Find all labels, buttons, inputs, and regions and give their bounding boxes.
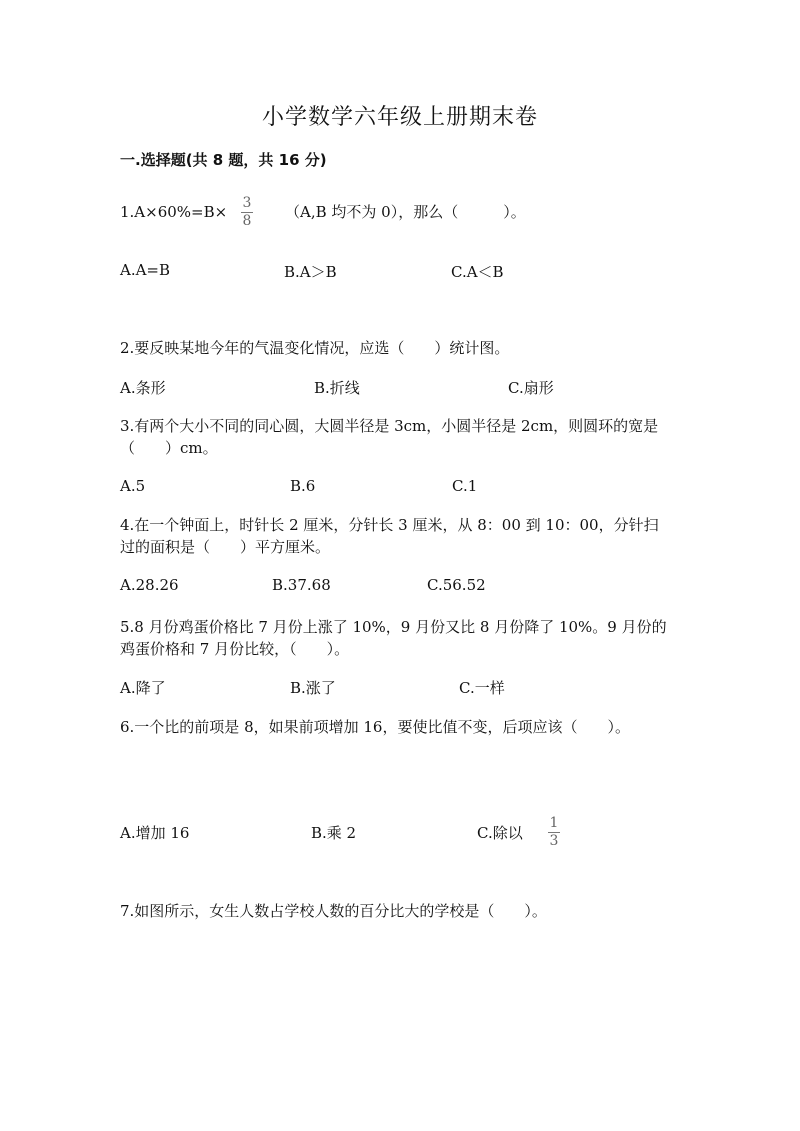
fraction-numerator: 1: [549, 815, 559, 831]
option-c: C.1: [452, 477, 478, 495]
option-c: C.56.52: [427, 576, 486, 594]
option-b: B.折线: [314, 379, 360, 397]
option-b: B.乘 2: [311, 824, 357, 842]
option-a: A.降了: [120, 679, 166, 697]
option-b: B.6: [290, 477, 316, 495]
fraction-denominator: 3: [549, 833, 559, 849]
option-c: C.一样: [459, 679, 505, 697]
option-a: A.A=B: [120, 261, 171, 279]
option-a: A.5: [120, 477, 146, 495]
section-heading: 一.选择题(共 8 题，共 16 分): [120, 151, 327, 169]
question-4-line-1: 4.在一个钟面上，时针长 2 厘米，分针长 3 厘米，从 8：00 到 10：00，分针扫: [120, 516, 659, 534]
page-title: 小学数学六年级上册期末卷: [261, 105, 538, 130]
option-a: A.条形: [120, 379, 166, 397]
option-b: B.37.68: [272, 576, 331, 594]
option-c: C.除以: [477, 824, 523, 842]
option-c: C.扇形: [508, 379, 554, 397]
question-5-line-2: 鸡蛋价格和 7 月份比较，（ ）。: [120, 640, 350, 658]
option-a: A.增加 16: [120, 824, 190, 842]
option-c-fraction: [547, 816, 561, 848]
question-7-stem: 7.如图所示，女生人数占学校人数的百分比大的学校是（ ）。: [120, 902, 547, 920]
question-1-fraction: [240, 196, 254, 228]
fraction-numerator: 3: [242, 195, 252, 211]
question-3-line-1: 3.有两个大小不同的同心圆，大圆半径是 3cm，小圆半径是 2cm，则圆环的宽是: [120, 417, 659, 435]
question-2-stem: 2.要反映某地今年的气温变化情况，应选（ ）统计图。: [120, 339, 510, 357]
question-5-line-1: 5.8 月份鸡蛋价格比 7 月份上涨了 10%，9 月份又比 8 月份降了 10%。9 月份的: [120, 618, 667, 636]
question-6-stem: 6.一个比的前项是 8，如果前项增加 16，要使比值不变，后项应该（ ）。: [120, 718, 630, 736]
fraction-denominator: 8: [242, 213, 252, 229]
option-b: B.A＞B: [284, 263, 337, 281]
option-b: B.涨了: [290, 679, 336, 697]
question-4-line-2: 过的面积是（ ）平方厘米。: [120, 538, 331, 556]
option-c: C.A＜B: [451, 263, 504, 281]
question-1-stem-before: 1.A×60%=B×: [120, 203, 228, 221]
question-1-stem-after: （A,B 均不为 0），那么（ ）。: [285, 203, 526, 221]
option-a: A.28.26: [120, 576, 179, 594]
question-3-line-2: （ ）cm。: [120, 439, 218, 457]
